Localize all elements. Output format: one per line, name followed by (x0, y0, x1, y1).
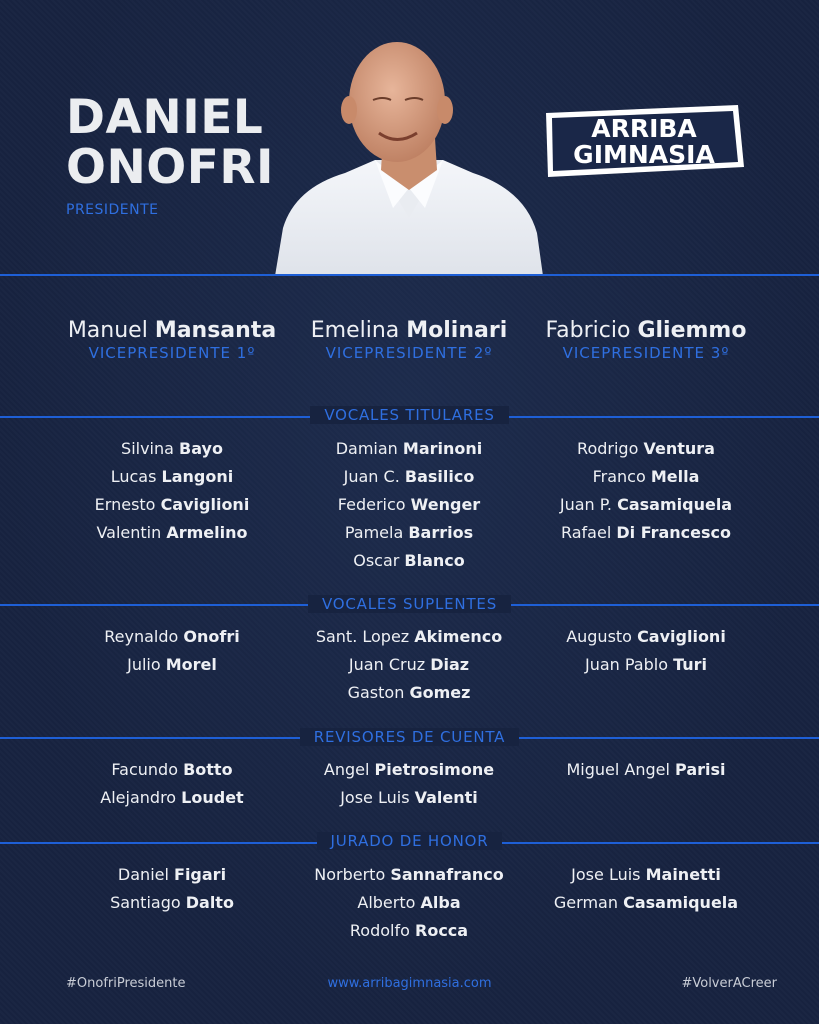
member-first-name: Juan Pablo (584, 655, 668, 674)
footer-hashtag-left: #OnofriPresidente (66, 976, 186, 991)
member-name (42, 889, 302, 917)
member-name (42, 435, 302, 463)
member-last-name: Diaz (430, 655, 470, 674)
vicepresident-3: Fabricio Gliemmo VICEPRESIDENTE 3º (516, 318, 776, 362)
member-first-name: Ernesto (94, 495, 156, 514)
member-name (516, 623, 776, 651)
member-first-name: Franco (592, 467, 646, 486)
member-first-name: Oscar (353, 551, 400, 570)
member-last-name: Morel (165, 655, 217, 674)
member-last-name: Basilico (404, 467, 475, 486)
member-last-name: Figari (174, 865, 227, 884)
member-name (42, 463, 302, 491)
member-last-name: Botto (183, 760, 233, 779)
member-name (42, 651, 302, 679)
section-column (279, 861, 539, 945)
member-last-name: Gomez (409, 683, 471, 702)
arriba-gimnasia-logo (538, 101, 750, 181)
section-column (279, 623, 539, 707)
member-name (42, 784, 302, 812)
member-name (279, 861, 539, 889)
president-photo (275, 38, 543, 276)
member-first-name: Daniel (117, 865, 169, 884)
member-first-name: Juan C. (343, 467, 400, 486)
member-last-name: Caviglioni (160, 495, 250, 514)
vicepresident-role: VICEPRESIDENTE 3º (562, 344, 730, 362)
member-first-name: Santiago (110, 893, 181, 912)
member-name (516, 889, 776, 917)
member-first-name: German (553, 893, 618, 912)
member-first-name: Damian (335, 439, 398, 458)
member-name (516, 491, 776, 519)
member-last-name: Alba (420, 893, 461, 912)
section-column (42, 435, 302, 547)
member-first-name: Rafael (560, 523, 612, 542)
member-last-name: Loudet (181, 788, 244, 807)
vicepresident-role: VICEPRESIDENTE 1º (88, 344, 256, 362)
vicepresident-2: Emelina Molinari VICEPRESIDENTE 2º (279, 318, 539, 362)
member-first-name: Juan Cruz (348, 655, 426, 674)
svg-text:ARRIBA: ARRIBA (591, 114, 697, 143)
section-column (516, 861, 776, 917)
member-last-name: Bayo (179, 439, 223, 458)
member-last-name: Casamiquela (623, 893, 739, 912)
member-name (279, 623, 539, 651)
member-last-name: Casamiquela (617, 495, 733, 514)
member-name (279, 435, 539, 463)
member-first-name: Angel (323, 760, 370, 779)
member-last-name: Parisi (675, 760, 726, 779)
section-column (516, 623, 776, 679)
member-first-name: Valentin (96, 523, 162, 542)
member-last-name: Langoni (161, 467, 234, 486)
member-first-name: Gaston (347, 683, 405, 702)
member-first-name: Miguel Angel (566, 760, 670, 779)
member-name (279, 651, 539, 679)
member-name (42, 861, 302, 889)
member-name (279, 917, 539, 945)
header-divider (0, 274, 819, 276)
member-first-name: Alejandro (100, 788, 177, 807)
member-name (42, 756, 302, 784)
member-last-name: Valenti (414, 788, 478, 807)
section-column (516, 756, 776, 784)
member-first-name: Jose Luis (571, 865, 641, 884)
member-last-name: Mella (650, 467, 700, 486)
member-last-name: Rocca (415, 921, 469, 940)
footer-hashtag-right: #VolverACreer (681, 976, 777, 991)
section-column (42, 861, 302, 917)
president-role: PRESIDENTE (66, 202, 159, 218)
president-name (66, 90, 275, 195)
member-last-name: Onofri (183, 627, 240, 646)
member-name (279, 784, 539, 812)
footer-website-link[interactable]: www.arribagimnasia.com (327, 976, 492, 991)
member-last-name: Turi (673, 655, 708, 674)
member-first-name: Silvina (121, 439, 174, 458)
member-first-name: Alberto (357, 893, 416, 912)
member-last-name: Ventura (643, 439, 715, 458)
member-last-name: Di Francesco (616, 523, 732, 542)
member-name (279, 547, 539, 575)
member-first-name: Lucas (110, 467, 157, 486)
section-title-jurado: JURADO DE HONOR (0, 832, 819, 850)
member-first-name: Julio (127, 655, 161, 674)
section-title-revisores: REVISORES DE CUENTA (0, 728, 819, 746)
member-name (516, 435, 776, 463)
member-name (279, 756, 539, 784)
member-name (279, 679, 539, 707)
member-name (279, 463, 539, 491)
member-first-name: Facundo (111, 760, 178, 779)
member-first-name: Juan P. (559, 495, 613, 514)
section-column (279, 435, 539, 575)
member-last-name: Blanco (404, 551, 465, 570)
member-name (279, 491, 539, 519)
section-column (42, 623, 302, 679)
section-column (42, 756, 302, 812)
member-name (279, 519, 539, 547)
member-first-name: Norberto (314, 865, 386, 884)
member-last-name: Armelino (166, 523, 248, 542)
president-last-name: ONOFRI (66, 140, 275, 195)
member-name (42, 491, 302, 519)
section-title-vocales-suplentes: VOCALES SUPLENTES (0, 595, 819, 613)
member-name (516, 756, 776, 784)
member-first-name: Federico (337, 495, 406, 514)
member-last-name: Caviglioni (637, 627, 726, 646)
member-last-name: Marinoni (402, 439, 483, 458)
section-column (279, 756, 539, 812)
member-name (516, 519, 776, 547)
member-last-name: Barrios (408, 523, 474, 542)
member-first-name: Sant. Lopez (315, 627, 410, 646)
section-title-vocales-titulares: VOCALES TITULARES (0, 406, 819, 424)
member-last-name: Wenger (410, 495, 481, 514)
member-name (42, 623, 302, 651)
member-last-name: Pietrosimone (374, 760, 495, 779)
member-first-name: Reynaldo (104, 627, 179, 646)
member-last-name: Akimenco (414, 627, 503, 646)
member-name (42, 519, 302, 547)
member-last-name: Sannafranco (390, 865, 504, 884)
member-name (516, 463, 776, 491)
president-first-name: DANIEL (66, 90, 264, 145)
member-name (516, 861, 776, 889)
svg-text:GIMNASIA: GIMNASIA (573, 140, 715, 169)
member-first-name: Rodolfo (349, 921, 410, 940)
member-last-name: Mainetti (645, 865, 721, 884)
member-first-name: Jose Luis (340, 788, 410, 807)
vicepresident-role: VICEPRESIDENTE 2º (325, 344, 493, 362)
member-name (279, 889, 539, 917)
member-name (516, 651, 776, 679)
vicepresident-1: Manuel Mansanta VICEPRESIDENTE 1º (42, 318, 302, 362)
member-first-name: Augusto (566, 627, 632, 646)
member-first-name: Pamela (344, 523, 404, 542)
member-last-name: Dalto (185, 893, 234, 912)
member-first-name: Rodrigo (577, 439, 639, 458)
section-column (516, 435, 776, 547)
